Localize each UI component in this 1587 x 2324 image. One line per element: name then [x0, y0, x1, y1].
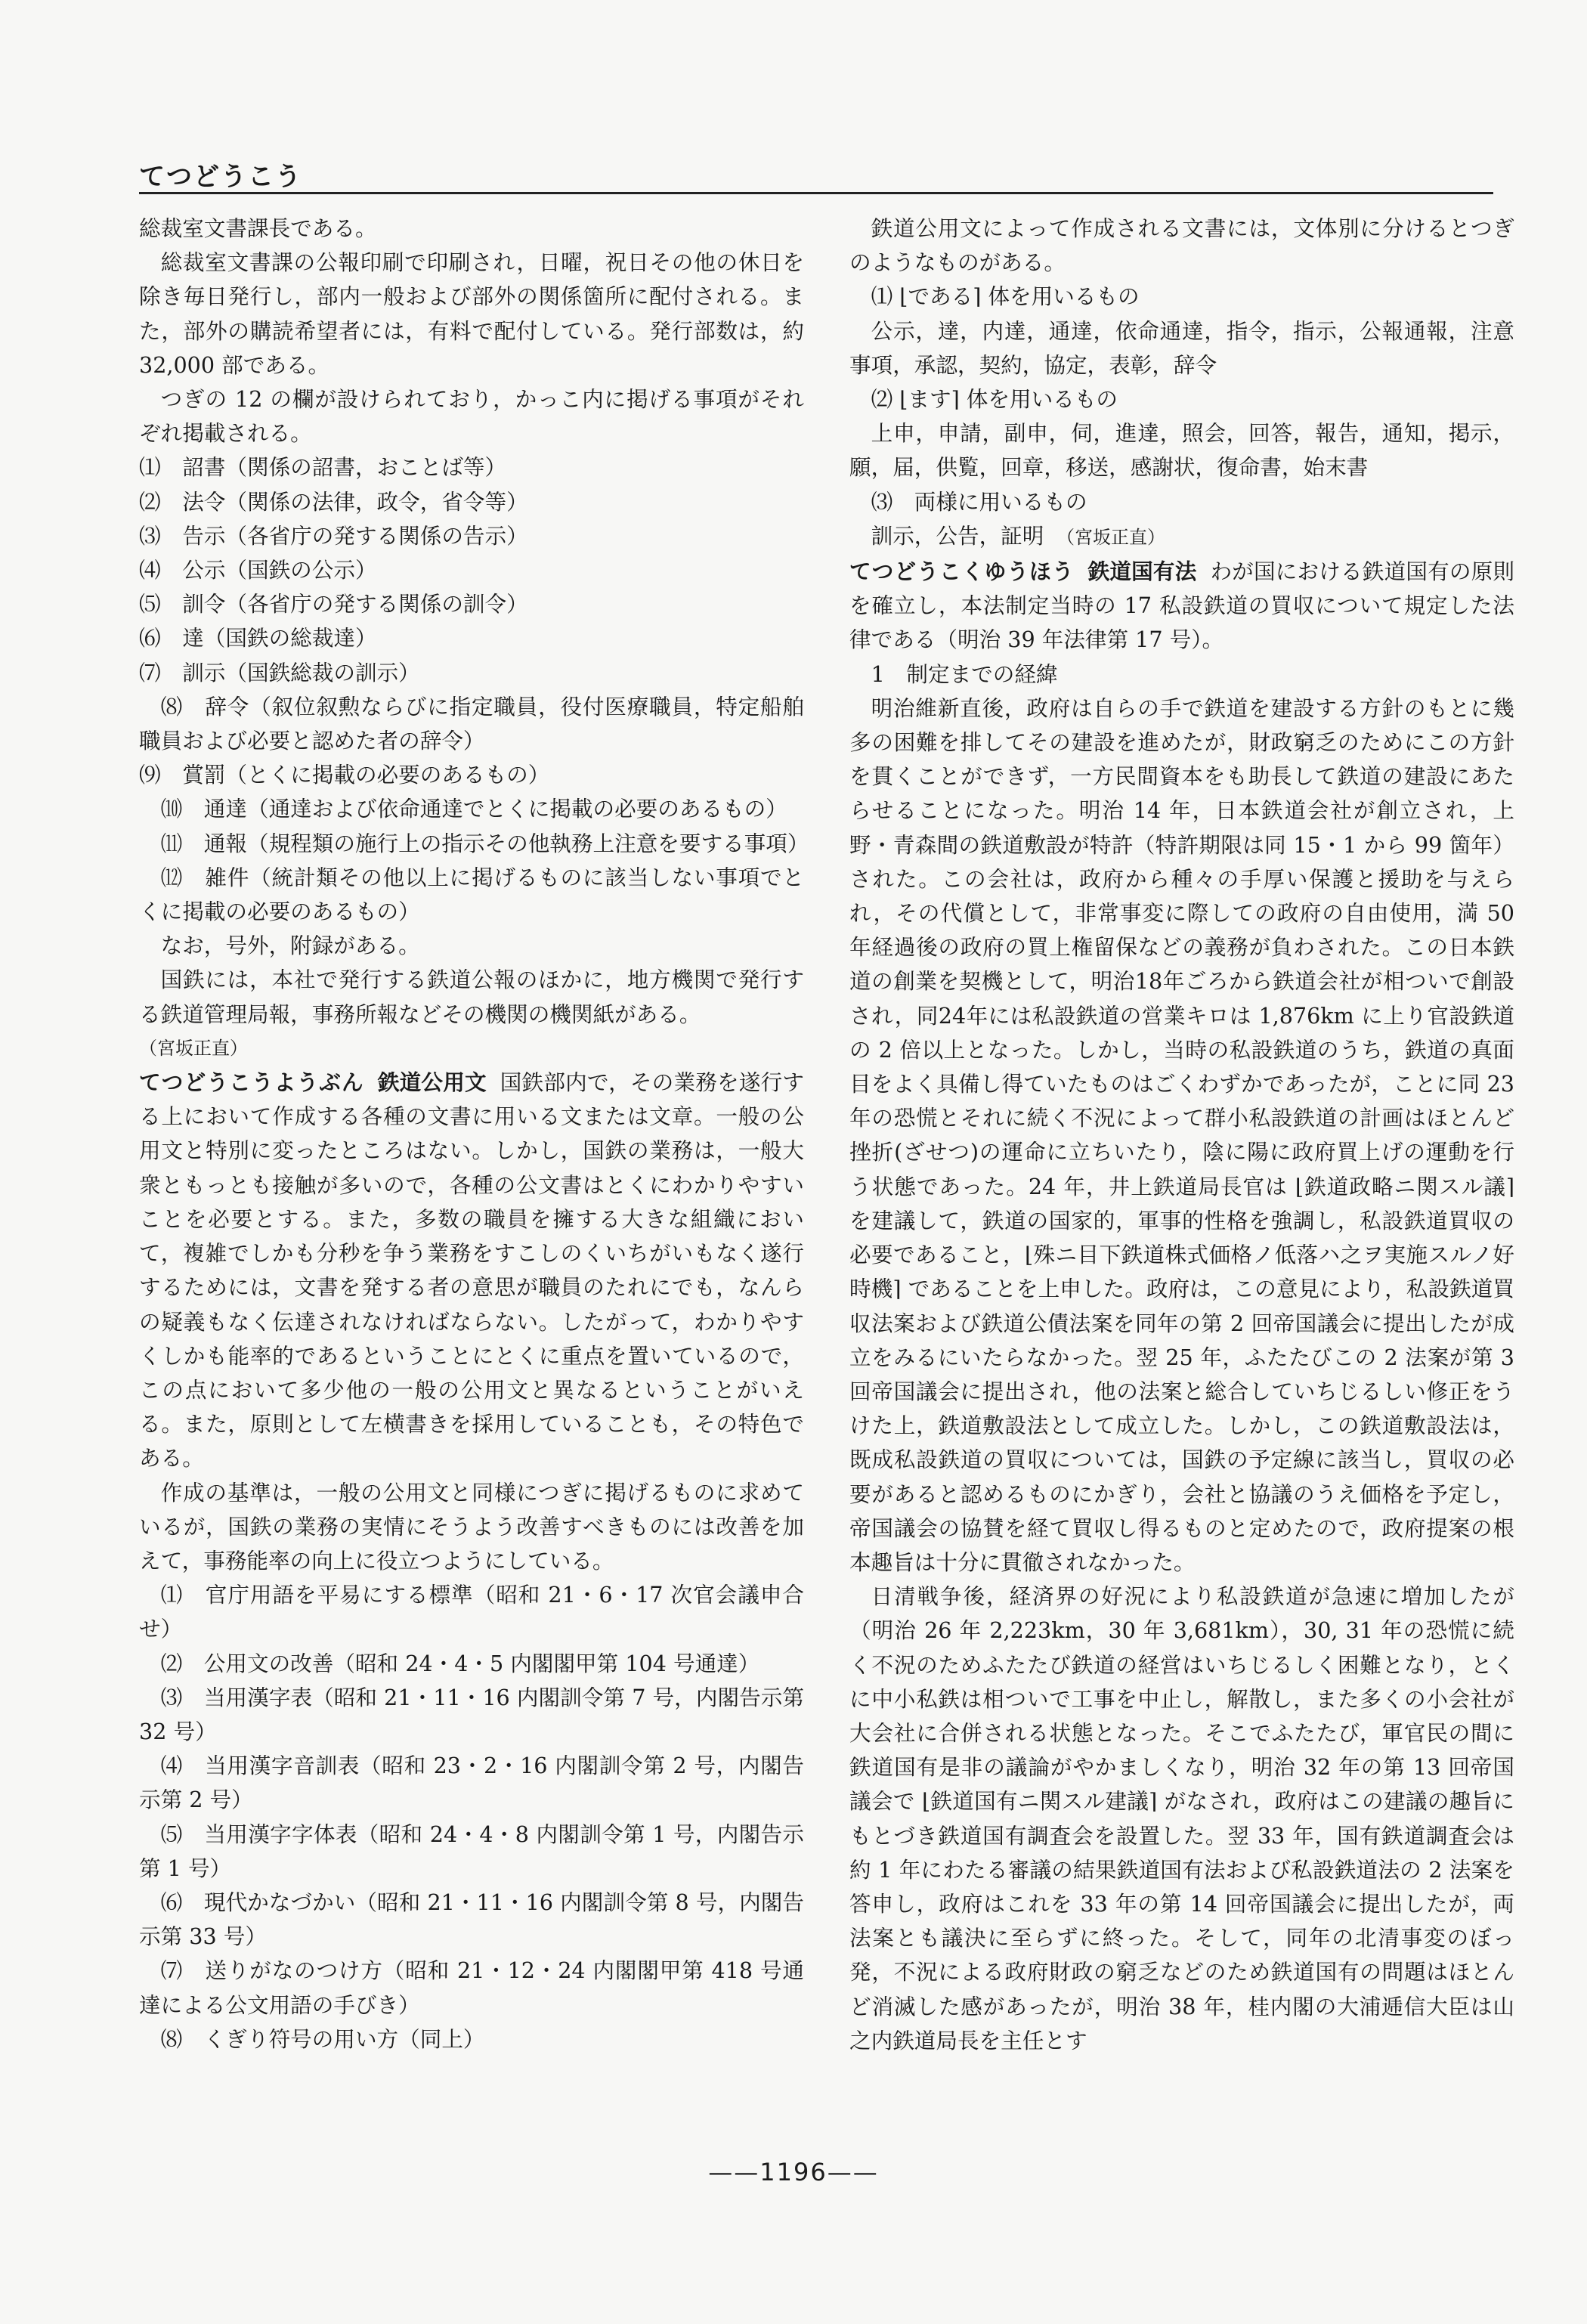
entry-heading-reading: てつどうこうようぶん — [139, 1069, 364, 1096]
section-heading: 1 制定までの経緯 — [871, 661, 1058, 687]
list-item: ⑹ 達（国鉄の総裁達） — [139, 625, 377, 651]
list-item: ⑼ 賞罰（とくに掲載の必要のあるもの） — [139, 762, 550, 788]
left-column — [139, 212, 809, 2056]
header-rule — [139, 192, 1493, 194]
list-item: ⑵ 法令（関係の法律，政令，省令等） — [139, 488, 528, 515]
list-item: ⑶ 告示（各省庁の発する関係の告示） — [139, 522, 528, 549]
paragraph: 鉄道公用文によって作成される文書には，文体別に分けるとつぎのようなものがある。 — [849, 215, 1514, 276]
list-item: ⑻ 辞令（叙位叙勲ならびに指定職員，役付医療職員，特定船舶職員および必要と認めた者の辞令） — [139, 693, 804, 754]
paragraph: 総裁室文書課長である。 — [139, 215, 377, 241]
list-item: ⑴ 詔書（関係の詔書，おことば等） — [139, 454, 507, 481]
page-number: ——1196—— — [708, 2158, 879, 2186]
entry-text: わが国における鉄道国有の原則を確立し，本法制定当時の 17 私設鉄道の買収について規定した法律である（明治 39 年法律第 17 号）。 — [849, 559, 1514, 653]
right-column — [849, 212, 1514, 2058]
paragraph: 上申，申請，副申，伺，進達，照会，回答，報告，通知，掲示，願，届，供覧，回章，移送，感謝状，復命書，始末書 — [849, 420, 1514, 481]
author-credit: （宮坂正直） — [139, 1037, 248, 1059]
list-item: ⑶ 当用漢字表（昭和 21・11・16 内閣訓令第 7 号，内閣告示第 32 号） — [139, 1684, 804, 1744]
list-item: ⑷ 公示（国鉄の公示） — [139, 557, 377, 583]
list-item: ⑸ 当用漢字字体表（昭和 24・4・8 内閣訓令第 1 号，内閣告示第 1 号） — [139, 1821, 804, 1881]
list-item: ⑸ 訓令（各省庁の発する関係の訓令） — [139, 591, 528, 617]
entry-paragraph — [139, 1066, 804, 1475]
entry-paragraph — [849, 555, 1514, 658]
entry-heading-reading: てつどうこくゆうほう — [849, 559, 1075, 585]
entry-heading-title: 鉄道国有法 — [1087, 559, 1197, 585]
subheading: ⑴ ⌊である⌉ 体を用いるもの — [871, 283, 1140, 310]
list-item: ⑹ 現代かなづかい（昭和 21・11・16 内閣訓令第 8 号，内閣告示第 33 号） — [139, 1889, 804, 1950]
subheading: ⑵ ⌊ます⌉ 体を用いるもの — [871, 386, 1118, 413]
paragraph — [849, 519, 1514, 555]
list-item: ⑺ 訓示（国鉄総裁の訓示） — [139, 659, 420, 685]
paragraph: なお，号外，附録がある。 — [160, 933, 420, 959]
list-item: ⑵ 公用文の改善（昭和 24・4・5 内閣閣甲第 104 号通達） — [160, 1650, 760, 1676]
entry-text: 国鉄部内で，その業務を遂行する上において作成する各種の文書に用いる文または文章。一般の公用文と特別に変ったところはない。しかし，国鉄の業務は，一般大衆ともっとも接触が多いので，各種の公文書はとくにわかりやすいことを必要とする。また，多数の職員を擁する大きな組織において，複雑でしかも分秒を争う業務をすこしのくいちがいもなく遂行するためには，文書を発する者の意思が職員のたれにでも，なんらの疑義もなく伝達されなければならない。したがって，わかりやすくしかも能率的であるということにとくに重点を置いているので，この点において多少他の一般の公用文と異なるということがいえる。また，原則として左横書きを採用していることも，その特色である。 — [139, 1069, 804, 1471]
paragraph: つぎの 12 の欄が設けられており，かっこ内に掲げる事項がそれぞれ掲載される。 — [139, 386, 804, 447]
list-item: ⑺ 送りがなのつけ方（昭和 21・12・24 内閣閣甲第 418 号通達による公文用語の手びき） — [139, 1957, 804, 2018]
subheading: ⑶ 両様に用いるもの — [871, 488, 1087, 515]
paragraph: 日清戦争後，経済界の好況により私設鉄道が急速に増加したが（明治 26 年 2,223km，30 年 3,681km），30, 31 年の恐慌に続く不況のためふたたび鉄道の経営はいちじるしく困難となり，とくに中小私鉄は相ついで工事を中止し，解散し，また多くの小会社が大会社に合併される状態となった。そこでふたたび，軍官民の間に鉄道国有是非の議論がやかましくなり，明治 32 年の第 13 回帝国議会で ⌊鉄道国有ニ関スル建議⌉ がなされ，政府はこの建議の趣旨にもとづき鉄道国有調査会を設置した。翌 33 年，国有鉄道調査会は約 1 年にわたる審議の結果鉄道国有法および私設鉄道法の 2 法案を答申し，政府はこれを 33 年の第 14 回帝国議会に提出したが，両法案とも議決に至らずに終った。そして，同年の北清事変のぼっ発，不況による政府財政の窮乏などのため鉄道国有の問題はほとんど消滅した感があったが，明治 38 年，桂内閣の大浦逓信大臣は山之内鉄道局長を主任とす — [849, 1583, 1514, 2053]
paragraph: 国鉄には，本社で発行する鉄道公報のほかに，地方機関で発行する鉄道管理局報，事務所報などその機関の機関紙がある。 — [139, 967, 804, 1027]
list-item: ⑿ 雑件（統計類その他以上に掲げるものに該当しない事項でとくに掲載の必要のあるもの） — [139, 864, 804, 925]
list-item: ⑴ 官庁用語を平易にする標準（昭和 21・6・17 次官会議申合せ） — [139, 1582, 804, 1642]
paragraph: 総裁室文書課の公報印刷で印刷され，日曜，祝日その他の休日を除き毎日発行し，部内一般および部外の関係箇所に配付される。また，部外の購読希望者には，有料で配付している。発行部数は，約 32,000 部である。 — [139, 249, 804, 378]
list-item: ⑷ 当用漢字音訓表（昭和 23・2・16 内閣訓令第 2 号，内閣告示第 2 号） — [139, 1753, 804, 1813]
paragraph: 明治維新直後，政府は自らの手で鉄道を建設する方針のもとに幾多の困難を排してその建設を進めたが，財政窮乏のためにこの方針を貫くことができず，一方民間資本をも助長して鉄道の建設にあたらせることになった。明治 14 年，日本鉄道会社が創立され，上野・青森間の鉄道敷設が特許（特許期限は同 15・1 から 99 箇年）された。この会社は，政府から種々の手厚い保護と援助を与えられ，その代償として，非常事変に際しての政府の自由使用，満 50 年経過後の政府の買上権留保などの義務が負わされた。この日本鉄道の創業を契機として，明治18年ごろから鉄道会社が相ついで創設され，同24年には私設鉄道の営業キロは 1,876km に上り官設鉄道の 2 倍以上となった。しかし，当時の私設鉄道のうち，鉄道の真面目をよく具備し得ていたものはごくわずかであったが，ことに同 23 年の恐慌とそれに続く不況によって群小私設鉄道の計画はほとんど挫折(ざせつ)の運命に立ちいたり，陰に陽に政府買上げの運動を行う状態であった。24 年，井上鉄道局長官は ⌊鉄道政略ニ関スル議⌉ を建議して，鉄道の国家的，軍事的性格を強調し，私設鉄道買収の必要であること，⌊殊ニ目下鉄道株式価格ノ低落ハ之ヲ実施スルノ好時機⌉ であることを上申した。政府は，この意見により，私設鉄道買収法案および鉄道公債法案を同年の第 2 回帝国議会に提出したが成立をみるにいたらなかった。翌 25 年，ふたたびこの 2 法案が第 3 回帝国議会に提出され，他の法案と総合していちじるしい修正をうけた上，鉄道敷設法として成立した。しかし，この鉄道敷設法は，既成私設鉄道の買収については，国鉄の予定線に該当し，買収の必要があると認めるものにかぎり，会社と協議のうえ価格を予定し，帝国議会の協賛を経て買収し得るものと定めたので，政府提案の根本趣旨は十分に貫徹されなかった。 — [849, 695, 1514, 1575]
author-credit: （宮坂正直） — [1065, 526, 1165, 548]
running-title: てつどうこう — [139, 162, 302, 192]
paragraph: 作成の基準は，一般の公用文と同様につぎに掲げるものに求めているが，国鉄の業務の実情にそうよう改善すべきものには改善を加えて，事務能率の向上に役立つようにしている。 — [139, 1479, 804, 1574]
entry-heading-title: 鉄道公用文 — [377, 1069, 487, 1096]
list-item: ⑽ 通達（通達および依命通達でとくに掲載の必要のあるもの） — [160, 796, 787, 822]
list-item: ⑻ くぎり符号の用い方（同上） — [160, 2025, 485, 2052]
paragraph: 公示，達，内達，通達，依命通達，指令，指示，公報通報，注意事項，承認，契約，協定，表彰，辞令 — [849, 317, 1514, 378]
list-item: ⑾ 通報（規程類の施行上の指示その他執務上注意を要する事項） — [160, 830, 809, 856]
paragraph-text: 訓示，公告，証明 — [871, 522, 1044, 549]
